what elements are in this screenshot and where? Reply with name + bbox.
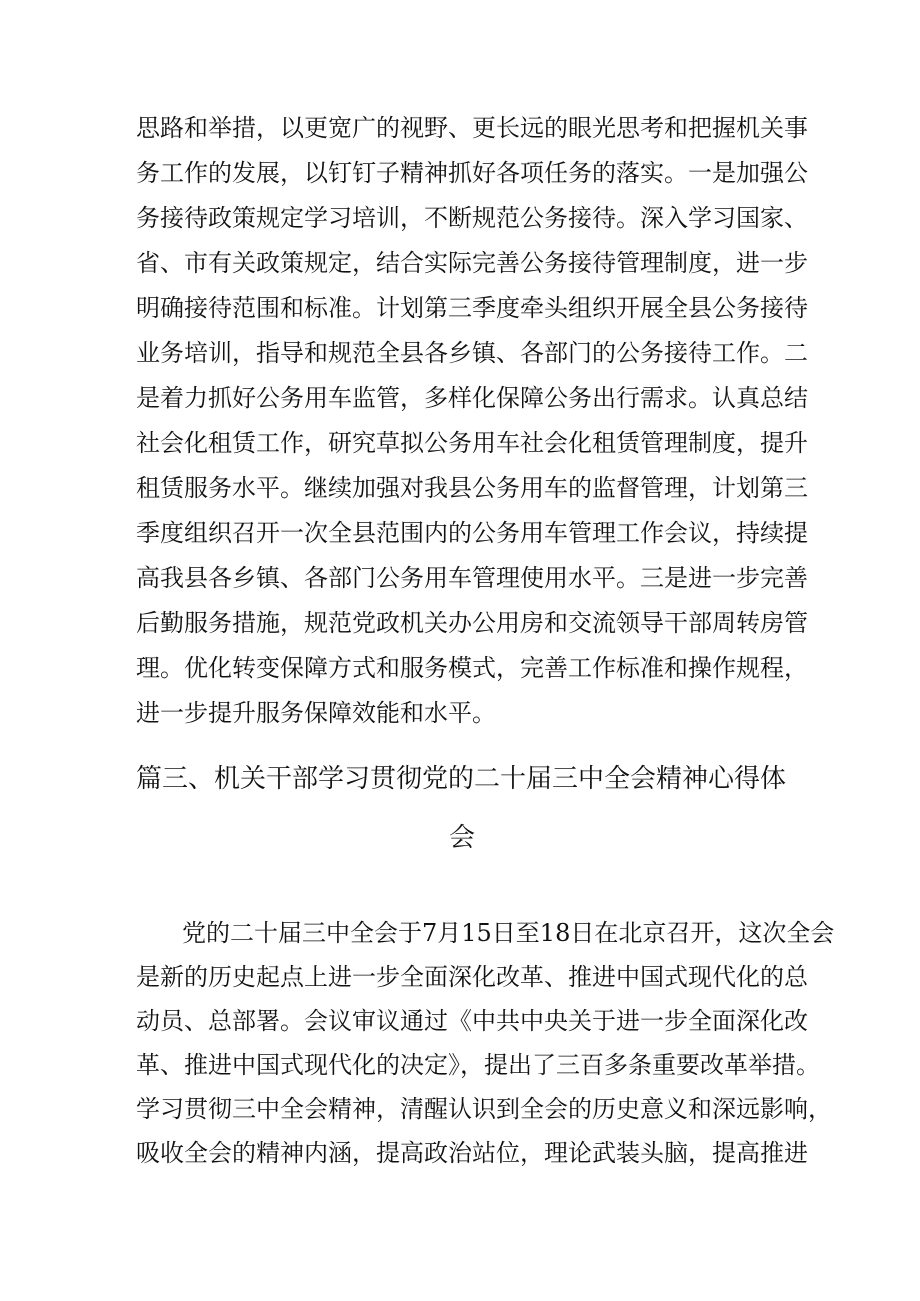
paragraph-line: 学习贯彻三中全会精神，清醒认识到全会的历史意义和深远影响，	[136, 1095, 832, 1123]
paragraph-line: 明确接待范围和标准。计划第三季度牵头组织开展全县公务接待	[136, 294, 808, 322]
paragraph-line: 省、市有关政策规定，结合实际完善公务接待管理制度，进一步	[136, 249, 808, 277]
paragraph-line: 务工作的发展，以钉钉子精神抓好各项任务的落实。一是加强公	[136, 159, 808, 187]
paragraph-line: 党的二十届三中全会于7月15日至18日在北京召开，这次全会	[182, 919, 835, 947]
paragraph-line: 务接待政策规定学习培训，不断规范公务接待。深入学习国家、	[136, 204, 808, 232]
paragraph-line: 业务培训，指导和规范全县各乡镇、各部门的公务接待工作。二	[136, 339, 808, 367]
paragraph-line: 租赁服务水平。继续加强对我县公务用车的监督管理，计划第三	[136, 474, 808, 502]
paragraph-line: 思路和举措，以更宽广的视野、更长远的眼光思考和把握机关事	[136, 114, 808, 142]
section-heading-line-1: 篇三、机关干部学习贯彻党的二十届三中全会精神心得体	[136, 764, 787, 794]
paragraph-line: 理。优化转变保障方式和服务模式，完善工作标准和操作规程，	[136, 654, 808, 682]
paragraph-line: 是着力抓好公务用车监管，多样化保障公务出行需求。认真总结	[136, 384, 808, 412]
paragraph-line: 革、推进中国式现代化的决定》，提出了三百多条重要改革举措。	[136, 1051, 820, 1079]
paragraph-line: 季度组织召开一次全县范围内的公务用车管理工作会议，持续提	[136, 519, 808, 547]
paragraph-line: 社会化租赁工作，研究草拟公务用车社会化租赁管理制度，提升	[136, 429, 808, 457]
paragraph-line: 是新的历史起点上进一步全面深化改革、推进中国式现代化的总	[136, 963, 808, 991]
section-heading-line-2: 会	[448, 823, 475, 853]
paragraph-line: 高我县各乡镇、各部门公务用车管理使用水平。三是进一步完善	[136, 564, 808, 592]
paragraph-line: 动员、总部署。会议审议通过《中共中央关于进一步全面深化改	[136, 1007, 808, 1035]
paragraph-line: 后勤服务措施，规范党政机关办公用房和交流领导干部周转房管	[136, 609, 808, 637]
paragraph-line: 进一步提升服务保障效能和水平。	[136, 699, 496, 727]
paragraph-line: 吸收全会的精神内涵，提高政治站位，理论武装头脑，提高推进	[136, 1139, 808, 1167]
